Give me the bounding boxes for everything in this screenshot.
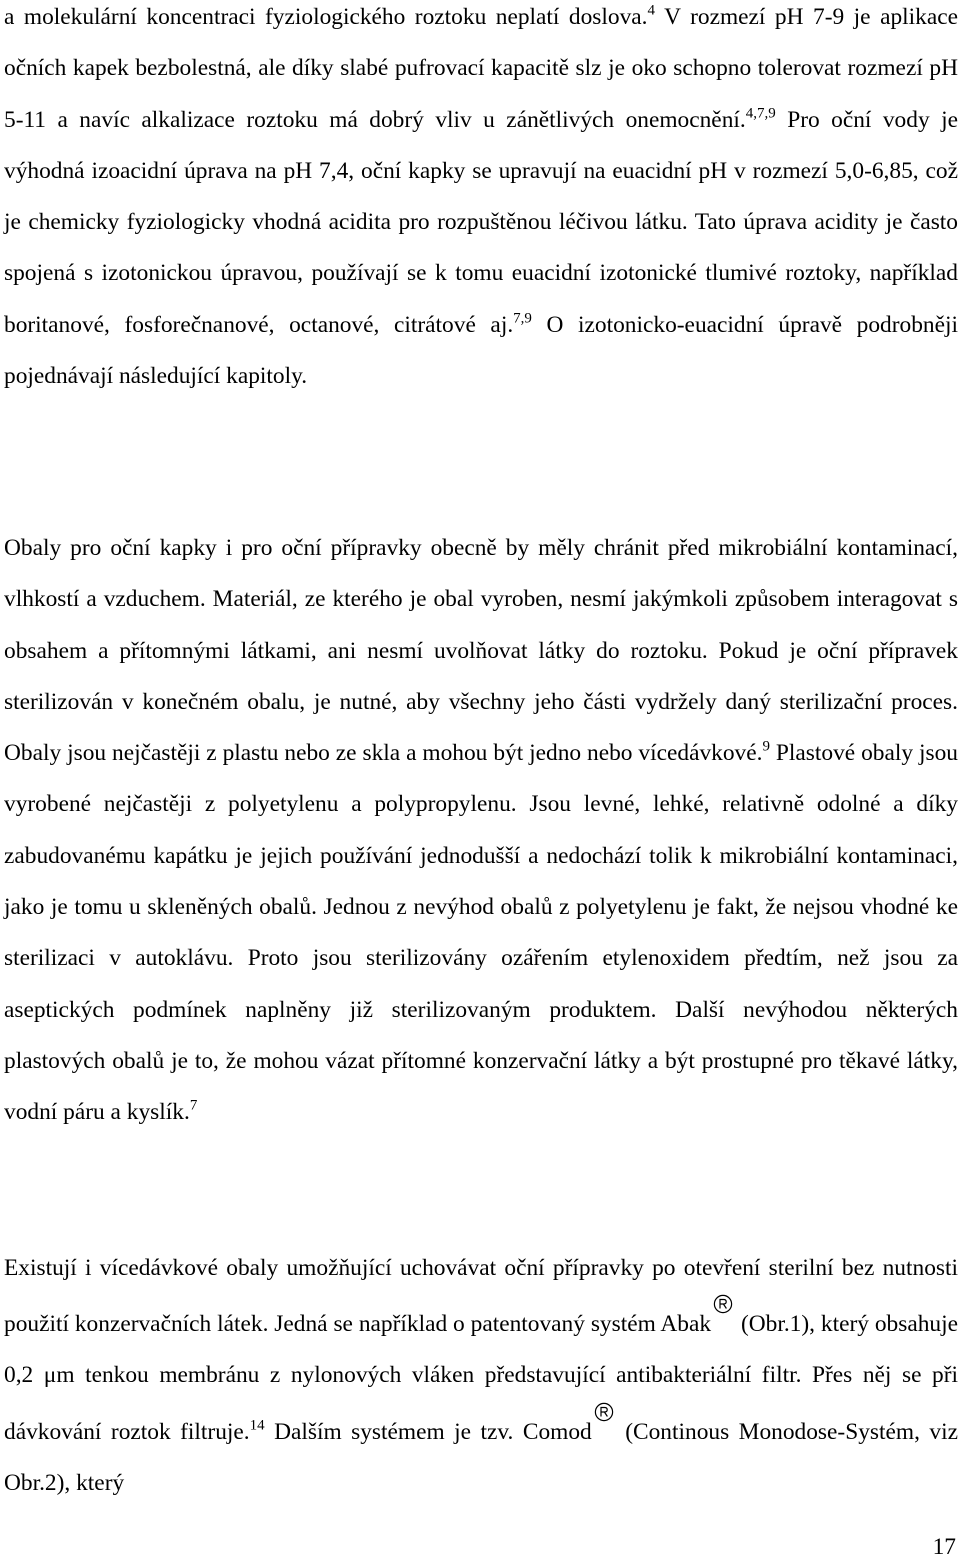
text-run: Plastové obaly jsou vyrobené nejčastěji z polyetylenu a polypropylenu. Jsou levné, lehké, relativně odolné a díky zabudovanému kapátku je jejich používání jednodušší a nedochází tolik k mikrobiální kontaminaci, jako je tomu u skleněných obalů. Jednou z nevýhod obalů z polyetylenu je fakt, že nejsou vhodné ke sterilizaci v autoklávu. Proto jsou sterilizovány ozářením etylenoxidem předtím, než jsou za aseptických podmínek naplněny již sterilizovaným produktem. Další nevýhodou některých plastových obalů je to, že mohou vázat přítomné konzervační látky a být prostupné pro těkavé látky, vodní páru a kyslík. [4,740,959,1126]
text-run: (Continous Monodose-Systém, viz Obr.2), který [4,1418,958,1496]
text-run: Existují i vícedávkové obaly umožňující uchovávat oční přípravky po otevření sterilní bez nutnosti použití konzervačních látek. Jedná se například o patentovaný systém Abak [4,1255,958,1338]
citation-superscript: 7 [189,1097,198,1114]
citation-superscript: 4,7,9 [745,105,776,122]
paragraph-ph-and-acidity [4,0,958,402]
citation-superscript: 4 [647,2,656,19]
citation-superscript: 9 [762,738,770,755]
paragraph-packaging [4,523,958,1139]
citation-superscript: 7,9 [513,310,532,327]
text-run: a molekulární koncentraci fyziologického roztoku neplatí doslova. [4,4,648,30]
text-run: O izotonicko-euacidní úpravě podrobněji pojednávají následující kapitoly. [4,311,958,390]
citation-superscript: 14 [249,1417,265,1434]
registered-mark-icon [713,1294,733,1314]
text-run: Pro oční vody je výhodná izoacidní úprava na pH 7,4, oční kapky se upravují na euacidní pH v rozmezí 5,0-6,85, což je chemicky fyziologicky vhodná acidita pro rozpuštěnou léčivou látku. Tato úprava acidity je často spojená s izotonickou úpravou, používají se k tomu euacidní izotonické tlumivé roztoky, například boritanové, fosforečnanové, octanové, citrátové aj. [4,106,958,338]
page-number: 17 [932,1534,956,1560]
paragraph-multidose-systems [4,1243,958,1509]
text-run: (Obr.1), který obsahuje 0,2 μm tenkou membránu z nylonových vláken představující antibakteriální filtr. Přes něj se při dávkování roztok filtruje. [4,1311,958,1445]
text-run: Obaly pro oční kapky i pro oční přípravky obecně by měly chránit před mikrobiální kontaminací, vlhkostí a vzduchem. Materiál, ze kterého je obal vyroben, nesmí jakýmkoli způsobem interagovat s obsahem a přítomnými látkami, ani nesmí uvolňovat látky do roztoku. Pokud je oční přípravek sterilizován v konečném obalu, je nutné, aby všechny jeho části vydržely daný sterilizační proces. Obaly jsou nejčastěji z plastu nebo ze skla a mohou být jedno nebo vícedávkové. [4,535,958,767]
registered-mark-icon [594,1402,614,1422]
text-run: Dalším systémem je tzv. Comod [264,1418,592,1445]
text-run: V rozmezí pH 7-9 je aplikace očních kapek bezbolestná, ale díky slabé pufrovací kapacitě slz je oko schopno tolerovat rozmezí pH 5-11 a navíc alkalizace roztoku má dobrý vliv u zánětlivých onemocnění. [4,4,958,133]
